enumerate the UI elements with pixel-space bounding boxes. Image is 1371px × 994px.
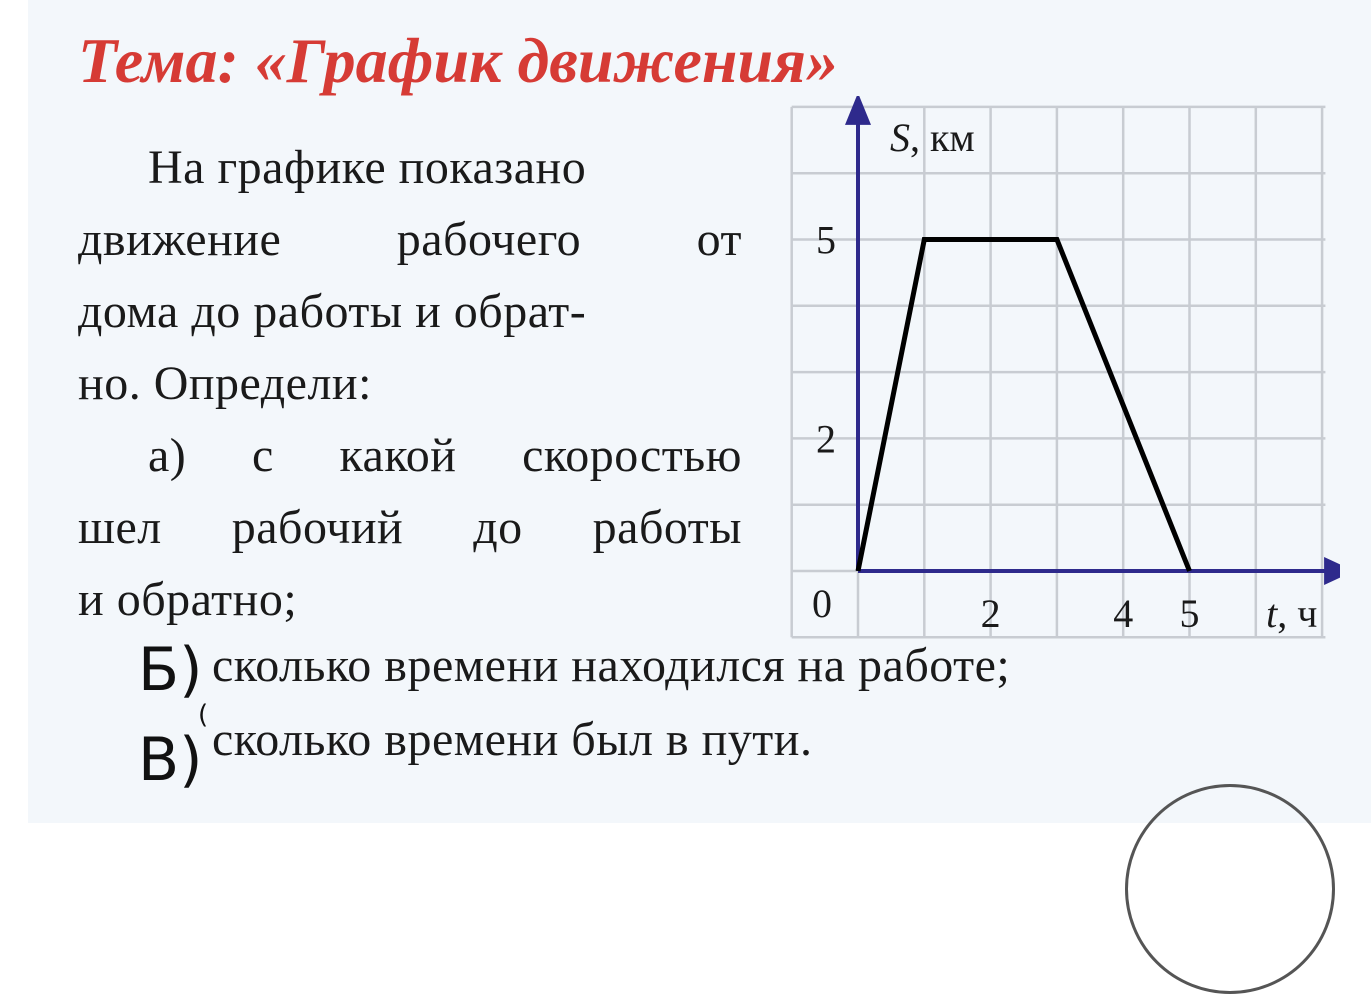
text-line: шел рабочий до работы	[78, 501, 742, 554]
distance-time-line	[858, 240, 1190, 572]
y-tick-label: 2	[816, 416, 836, 462]
text-line: На графике показано	[148, 141, 587, 194]
chart-axes	[845, 96, 1340, 585]
chart-grid	[792, 107, 1326, 637]
x-axis-arrow	[1324, 557, 1340, 585]
handwritten-label-c: В)	[138, 725, 203, 795]
topic-title: Тема: «График движения»	[78, 25, 838, 96]
x-tick-label: 0	[812, 581, 832, 626]
text-line: движение рабочего от	[78, 213, 742, 266]
text-line: дома до работы и обрат-	[78, 285, 587, 338]
handwritten-label-b: Б)	[138, 635, 203, 705]
chart-series	[858, 240, 1190, 572]
text-line: и обратно;	[78, 573, 298, 626]
x-tick-label: 2	[980, 591, 1001, 636]
x-axis-variable: t	[1266, 591, 1278, 636]
y-axis-title	[890, 115, 975, 160]
question-b: сколько времени находился на работе;	[212, 639, 1011, 692]
y-axis-variable: S	[890, 114, 910, 160]
y-axis-arrow	[845, 96, 871, 125]
text-line: но. Определи:	[78, 357, 372, 410]
problem-text	[78, 132, 742, 636]
y-tick-label: 5	[816, 217, 836, 263]
circle-shape	[1125, 784, 1335, 994]
question-a: а) с какой скоростью	[148, 429, 742, 482]
x-tick-label: 5	[1179, 591, 1200, 636]
x-axis-title	[1266, 591, 1317, 636]
x-axis-unit: , ч	[1277, 591, 1318, 636]
question-c: сколько времени был в пути.	[212, 713, 813, 766]
motion-graph	[780, 96, 1340, 656]
chart-labels	[812, 115, 1317, 636]
y-axis-unit: , км	[910, 114, 975, 160]
handwritten-mark: (	[198, 700, 209, 730]
x-tick-label: 4	[1113, 591, 1134, 636]
